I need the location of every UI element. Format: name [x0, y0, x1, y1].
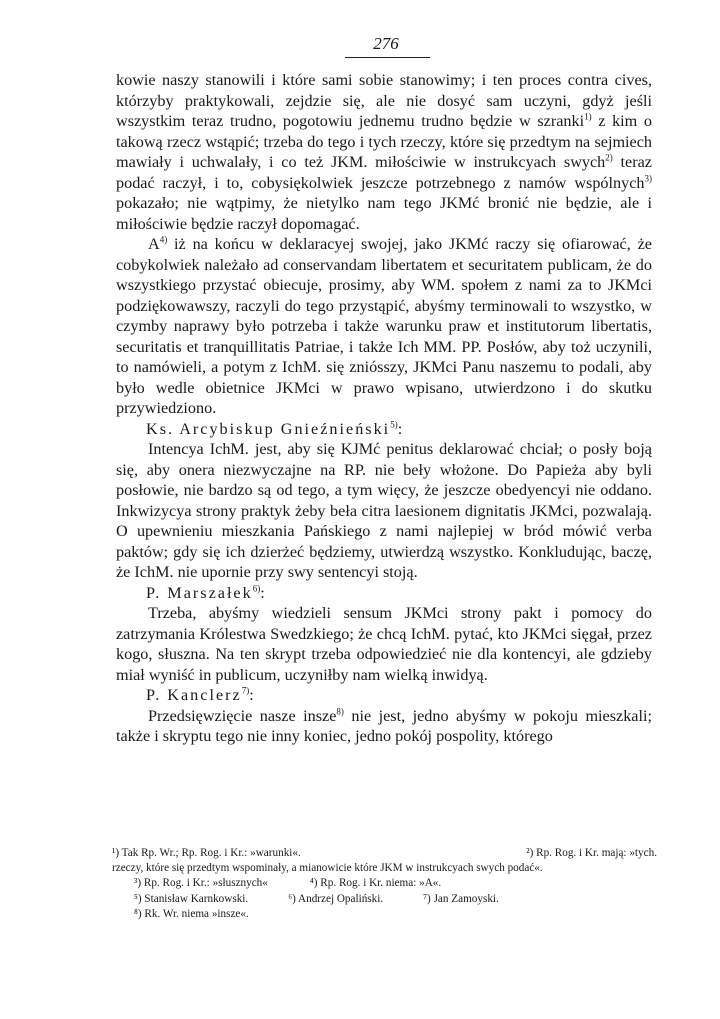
footnote-row	[112, 861, 657, 876]
speech-2: Trzeba, abyśmy wiedzieli sensum JKMci strony pakt i pomocy do zatrzymania Królestwa Swedzkiego; że chcą IchM. pytać, kto JKMci sięgał, przez kogo, słuszna. Na ten skrypt trzeba odpowiedzieć nie dla kontencyi, ale gdzieby miał wyniść in publicum, uczyniłby nam wielką inwidyą.	[116, 604, 652, 684]
speaker-colon: :	[249, 686, 254, 704]
p1-text-a: kowie naszy stanowili i które sami sobie stanowimy; i ten proces contra cives, którzyby praktykowali, zejdzie się, ale nie dosyć sam uczyni, gdyż jeśli wszystkim teraz trudno, pogotowiu jednemu trudno będzie w szranki	[116, 71, 652, 130]
footnote-ref-3: 3)	[644, 173, 652, 184]
speaker-heading-2	[116, 583, 652, 604]
p1-text-b: z kim o takową rzecz wstąpić; trzeba do tego i tych rzeczy, które się przedtym na sejmiech mawiały i uchwalały, i co też JKM. miłościwie w instrukcyach swych	[116, 112, 652, 171]
speech-3-text-a: Przedsięwzięcie nasze insze	[148, 706, 337, 725]
footnote-ref-4: 4)	[159, 234, 168, 245]
footnote-7: ⁷) Jan Zamoyski.	[423, 892, 499, 905]
footnote-row	[112, 846, 657, 861]
footnotes	[112, 846, 657, 922]
footnote-ref-6: 6)	[252, 583, 261, 594]
p1-text-d: pokazało; nie wątpimy, że nietylko nam tego JKMć bronić nie będzie, ale i miłościwie będzie raczył dopomagać.	[116, 194, 652, 233]
speech-1: Intencya IchM. jest, aby się KJMć penitus deklarować chciał; o posły boją się, aby onera niezwyczajne na RP. nie beły włożone. Do Papieża aby byli posłowie, nie bardzo są od tego, a tym więcy, że jeszcze obedyencyi nie oddano. Inkwizycya strony praktyk żeby beła citra laesionem dignitatis JKMci, pozwalają. O upewnieniu mieszkania Pańskiego z nami najlepiej w bród mówić verba paktów; gdy się ich dzierżeć będziemy, utwierdzą wszystko. Konkludując, baczę, że IchM. nie upornie przy swy sentencyi stoją.	[116, 440, 652, 581]
speaker-heading-1	[116, 419, 652, 440]
speaker-colon: :	[260, 583, 265, 602]
footnote-row	[112, 876, 657, 891]
speaker-name: Ks. Arcybiskup Gnieźnieński	[146, 419, 391, 438]
page-number: 276	[373, 34, 399, 53]
footnote-5: ⁵) Stanisław Karnkowski.	[134, 892, 249, 905]
page-number-rule	[345, 57, 430, 58]
footnote-row	[112, 907, 657, 922]
footnote-8: ⁸) Rk. Wr. niema »insze«.	[134, 907, 249, 920]
main-text	[116, 70, 652, 747]
footnote-ref-2: 2)	[605, 152, 613, 163]
footnote-6: ⁶) Andrzej Opaliński.	[288, 892, 384, 905]
p1-text-c: teraz podać raczył, i to, cobysiękolwiek jeszcze potrzebnego z namów wspólnych	[116, 153, 652, 192]
speaker-name: P. Marszałek	[146, 583, 253, 602]
footnote-4: ⁴) Rp. Rog. i Kr. niema: »A«.	[309, 877, 442, 890]
p2-lead: A	[148, 235, 160, 253]
speaker-name: P. Kanclerz	[146, 686, 242, 704]
footnote-2-continued: rzeczy, które się przedtym wspominały, a mianowicie które JKM w instrukcyach swych podać«.	[112, 862, 543, 875]
footnote-row	[112, 892, 657, 907]
footnote-3: ³) Rp. Rog. i Kr.: »słusznych«	[134, 877, 268, 890]
footnote-2: ²) Rp. Rog. i Kr. mają: »tych.	[526, 847, 657, 859]
footnote-ref-1: 1)	[584, 111, 592, 122]
paragraph-1	[116, 70, 652, 234]
footnote-1: ¹) Tak Rp. Wr.; Rp. Rog. i Kr.: »warunki«.	[112, 847, 301, 859]
speaker-colon: :	[397, 419, 403, 438]
footnote-ref-7: 7)	[241, 685, 250, 696]
speech-3-text-b: nie jest, jedno abyśmy w pokoju mieszkali; także i skryptu tego nie inny koniec, jedno pokój pospolity, którego	[116, 706, 652, 745]
speech-3	[116, 706, 652, 747]
speaker-heading-3	[116, 685, 652, 706]
p2-text: iż na końcu w deklaracyej swojej, jako JKMć raczy się ofiarować, że cobykolwiek należało ad conservandam libertatem et securitatem publicam, że do wszystkiego przystać obiecuje, prosimy, aby WM. społem z nami za to JKMci podziękowawszy, raczyli do tego przystąpić, abyśmy terminowali to wszystko, w czymby naprawy było potrzeba i także warunku praw et institutorum libertatis, securitatis et tranquillitatis Patriae, i także Ich MM. PP. Posłów, aby toż uczynili, to namówieli, a potym z IchM. się zniósszy, JKMci Panu naszemu to podali, aby było wedle obietnice JKMci w prawo wpisano, utwierdzono i do skutku przywiedziono.	[116, 235, 652, 417]
paragraph-2	[116, 234, 652, 419]
footnote-ref-5: 5)	[390, 419, 398, 430]
footnote-ref-8: 8)	[336, 706, 344, 717]
